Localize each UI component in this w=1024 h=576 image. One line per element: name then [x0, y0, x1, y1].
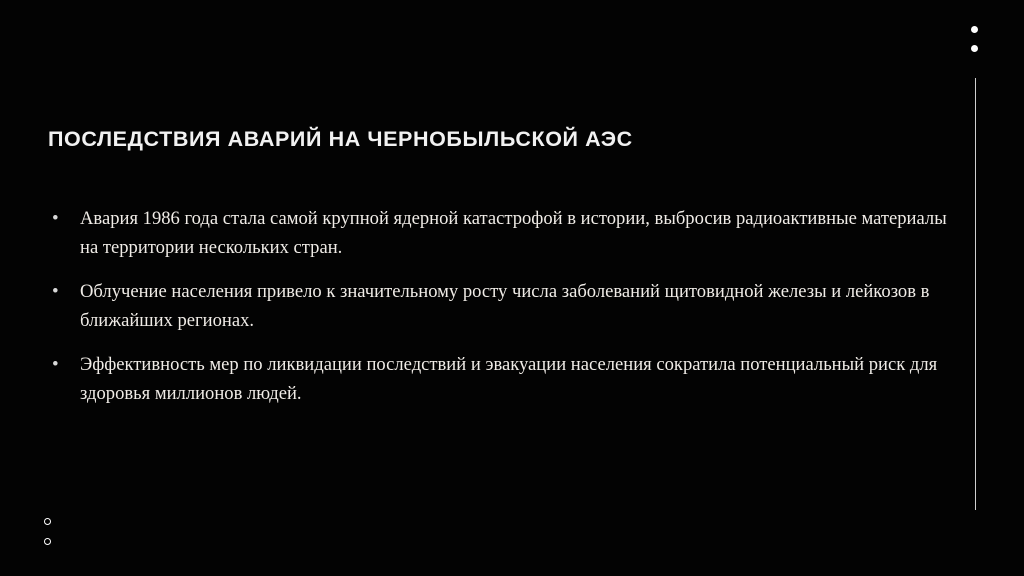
ring-icon — [44, 538, 51, 545]
list-item-text: Авария 1986 года стала самой крупной ядерной катастрофой в истории, выбросив радиоактивные материалы на территории нескольких стран. — [80, 208, 947, 259]
slide-body — [48, 204, 968, 422]
vertical-divider — [975, 78, 976, 510]
decorative-dots-top-right — [971, 26, 981, 64]
dot-icon — [971, 26, 978, 33]
list-item — [48, 350, 968, 409]
bullet-marker-icon: • — [52, 353, 59, 375]
list-item — [48, 204, 968, 263]
list-item — [48, 277, 968, 336]
bullet-marker-icon: • — [52, 208, 59, 229]
slide-title: ПОСЛЕДСТВИЯ АВАРИЙ НА ЧЕРНОБЫЛЬСКОЙ АЭС — [48, 127, 633, 151]
list-item-text: Облучение населения привело к значительному росту числа заболеваний щитовидной железы и лейкозов в ближайших регионах. — [80, 280, 930, 332]
list-item-text: Эффективность мер по ликвидации последствий и эвакуации населения сократила потенциальный риск для здоровья миллионов людей. — [80, 353, 938, 404]
ring-icon — [44, 518, 51, 525]
bullet-marker-icon: • — [52, 280, 59, 302]
dot-icon — [971, 45, 978, 52]
decorative-rings-bottom-left — [44, 518, 56, 558]
